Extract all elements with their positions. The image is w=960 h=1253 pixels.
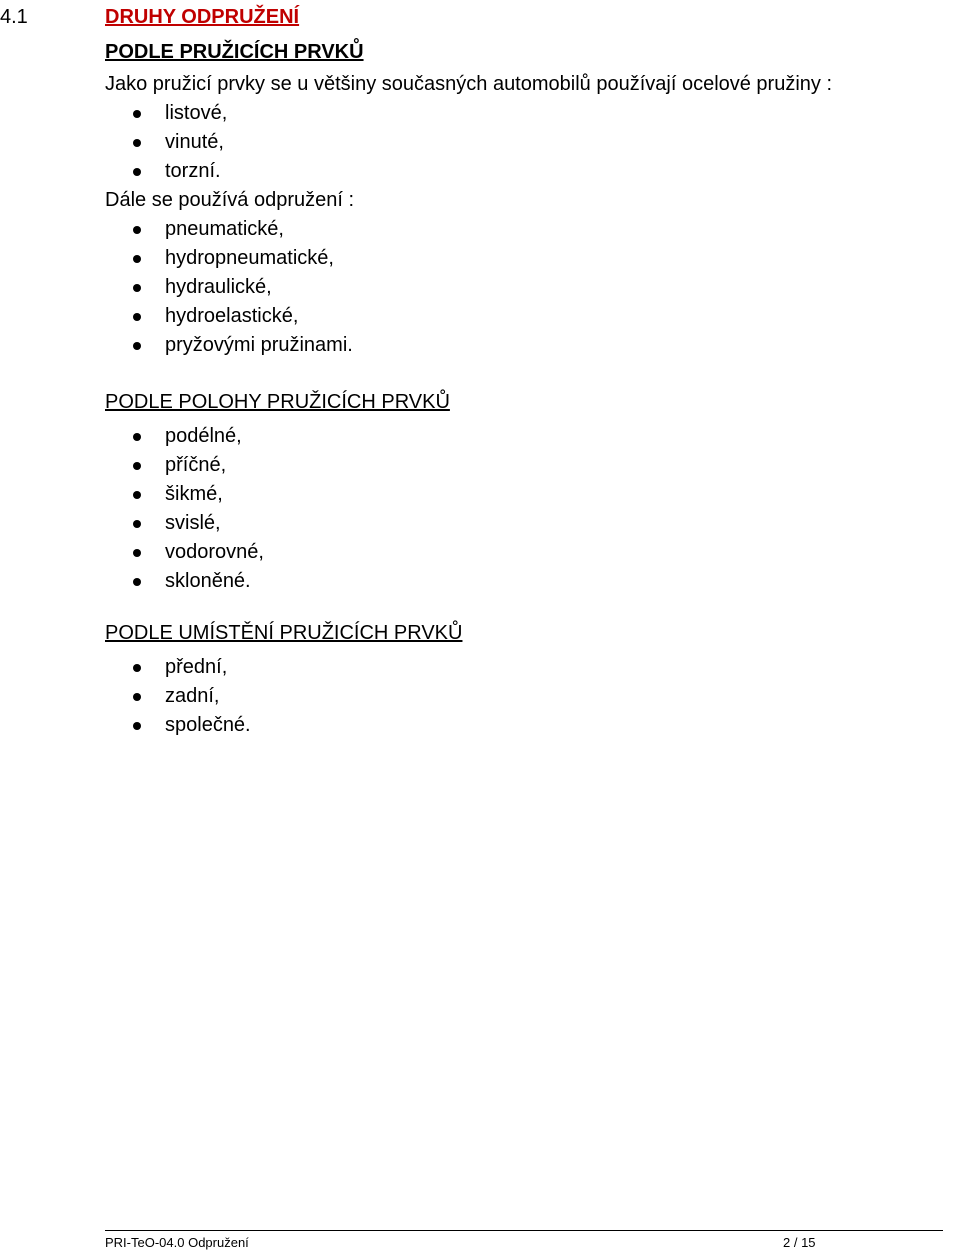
bullet-icon <box>133 520 141 528</box>
bullet-icon <box>133 255 141 263</box>
list-item: svislé, <box>105 509 955 538</box>
list-item: společné. <box>105 711 955 740</box>
intro-paragraph: Jako pružicí prvky se u většiny současných automobilů používají ocelové pružiny : <box>105 73 833 95</box>
list-item: pryžovými pružinami. <box>105 331 955 360</box>
section-number: 4.1 <box>0 6 28 28</box>
list-other-suspension <box>105 215 955 360</box>
list-item: podélné, <box>105 422 955 451</box>
bullet-icon <box>133 284 141 292</box>
list-item: vodorovné, <box>105 538 955 567</box>
list-item: hydropneumatické, <box>105 244 955 273</box>
list-position <box>105 422 955 596</box>
list-item: přední, <box>105 653 955 682</box>
list-item: skloněné. <box>105 567 955 596</box>
footer-page-number: 2 / 15 <box>783 1235 816 1250</box>
bullet-icon <box>133 491 141 499</box>
bullet-icon <box>133 664 141 672</box>
bullet-icon <box>133 549 141 557</box>
footer-doc-label: PRI-TeO-04.0 Odpružení <box>105 1235 249 1250</box>
list-item: šikmé, <box>105 480 955 509</box>
bullet-icon <box>133 722 141 730</box>
also-paragraph: Dále se používá odpružení : <box>105 189 355 211</box>
bullet-icon <box>133 168 141 176</box>
heading-position: PODLE POLOHY PRUŽICÍCH PRVKŮ <box>105 391 450 413</box>
part-position <box>105 388 955 596</box>
bullet-icon <box>133 342 141 350</box>
list-item: zadní, <box>105 682 955 711</box>
bullet-icon <box>133 693 141 701</box>
heading-placement: PODLE UMÍSTĚNÍ PRUŽICÍCH PRVKŮ <box>105 622 463 644</box>
bullet-icon <box>133 313 141 321</box>
bullet-icon <box>133 462 141 470</box>
part-spring-elements <box>105 38 955 360</box>
list-placement <box>105 653 955 740</box>
bullet-icon <box>133 110 141 118</box>
list-item: vinuté, <box>105 128 955 157</box>
list-item: torzní. <box>105 157 955 186</box>
bullet-icon <box>133 433 141 441</box>
list-item: příčné, <box>105 451 955 480</box>
bullet-icon <box>133 578 141 586</box>
bullet-icon <box>133 139 141 147</box>
list-steel-springs <box>105 99 955 186</box>
list-item: hydroelastické, <box>105 302 955 331</box>
heading-spring-elements: PODLE PRUŽICÍCH PRVKŮ <box>105 41 364 63</box>
list-item: listové, <box>105 99 955 128</box>
part-placement <box>105 619 955 740</box>
list-item: pneumatické, <box>105 215 955 244</box>
bullet-icon <box>133 226 141 234</box>
list-item: hydraulické, <box>105 273 955 302</box>
page-footer <box>105 1230 943 1253</box>
section-title: DRUHY ODPRUŽENÍ <box>105 6 300 28</box>
